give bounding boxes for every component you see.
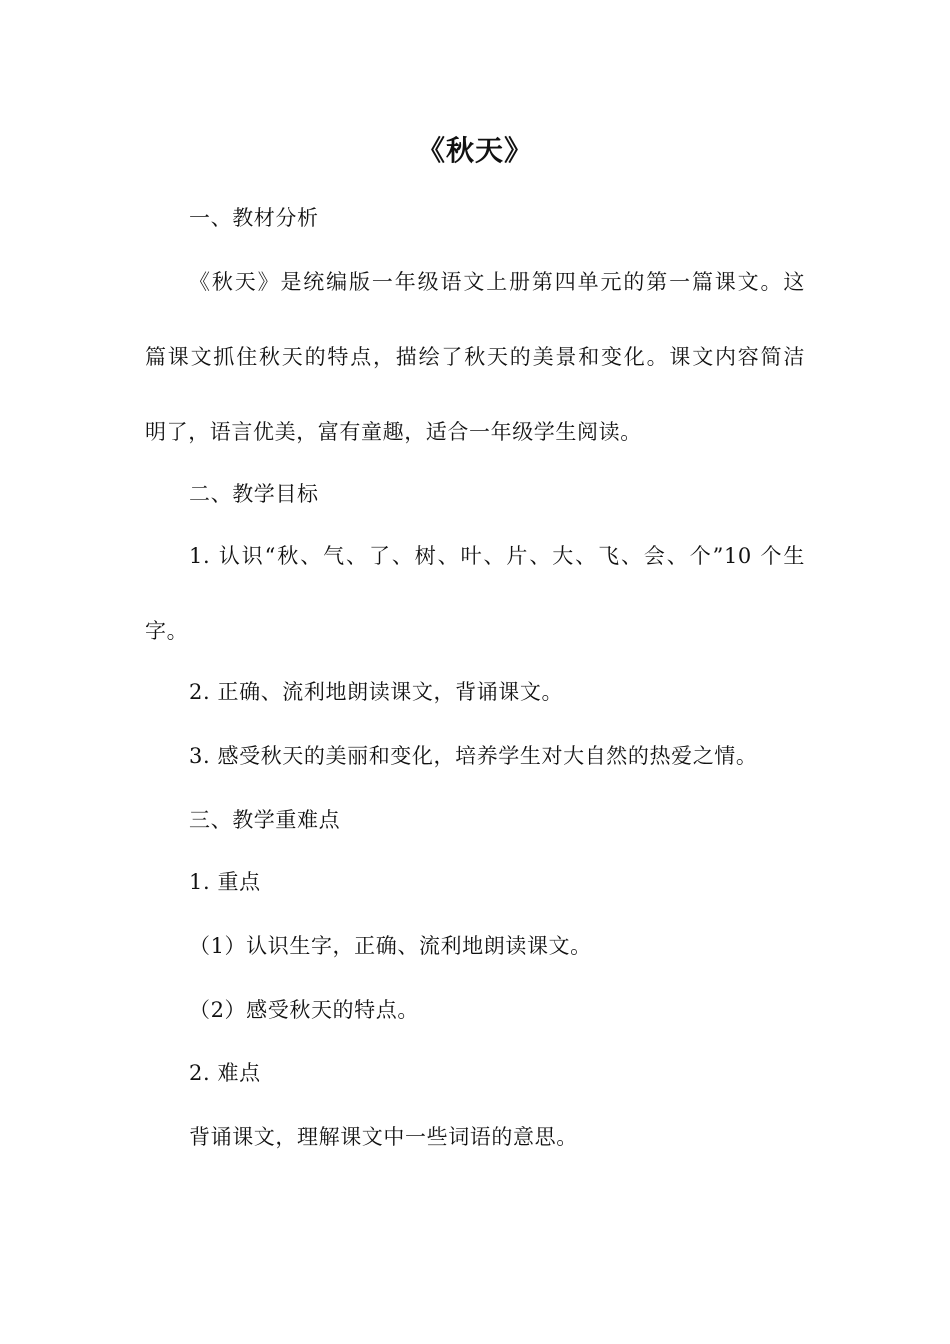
goal-3: 3. 感受秋天的美丽和变化，培养学生对大自然的热爱之情。 — [189, 744, 758, 768]
goal-2: 2. 正确、流利地朗读课文，背诵课文。 — [189, 680, 564, 704]
key-point-item-2: （2）感受秋天的特点。 — [189, 998, 419, 1022]
section-heading-key-points: 三、教学重难点 — [189, 808, 341, 832]
section-heading-goals: 二、教学目标 — [189, 482, 319, 506]
materials-paragraph-line-3: 明了，语言优美，富有童趣，适合一年级学生阅读。 — [145, 420, 642, 444]
key-point-label: 1. 重点 — [189, 870, 261, 894]
key-point-item-1: （1）认识生字，正确、流利地朗读课文。 — [189, 934, 592, 958]
section-heading-materials: 一、教材分析 — [189, 206, 319, 230]
materials-paragraph-line-1: 《秋天》是统编版一年级语文上册第四单元的第一篇课文。这 — [189, 270, 805, 294]
document-title: 《秋天》 — [416, 134, 533, 167]
goal-1-line-2: 字。 — [145, 619, 189, 643]
goal-1-line-1: 1. 认识“秋、气、了、树、叶、片、大、飞、会、个”10 个生 — [189, 544, 805, 568]
difficulty-label: 2. 难点 — [189, 1061, 261, 1085]
materials-paragraph-line-2: 篇课文抓住秋天的特点，描绘了秋天的美景和变化。课文内容简洁 — [145, 345, 805, 369]
difficulty-text: 背诵课文，理解课文中一些词语的意思。 — [189, 1125, 578, 1149]
